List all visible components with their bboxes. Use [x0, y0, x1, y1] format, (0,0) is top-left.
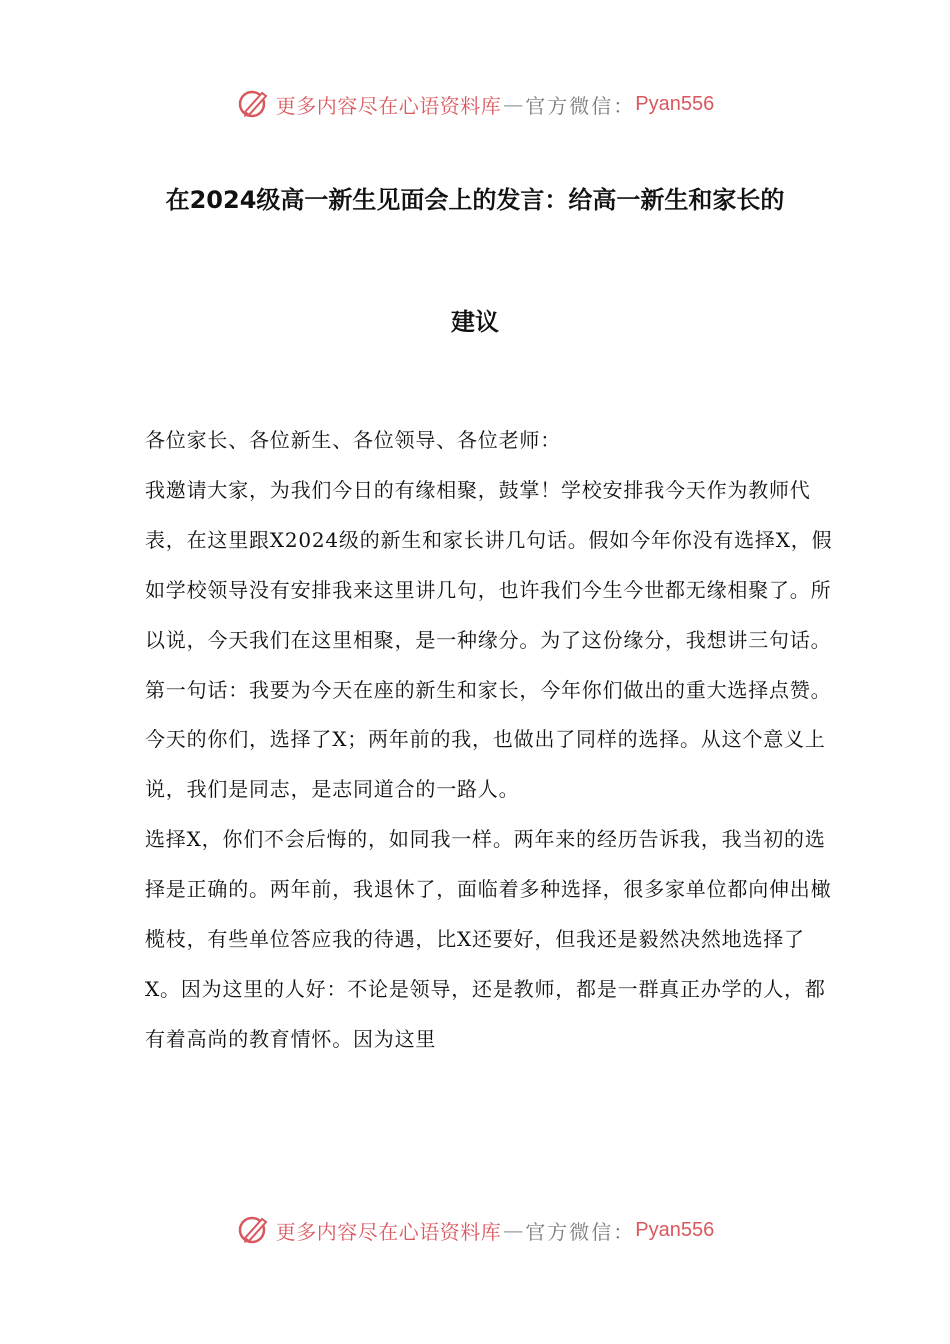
banner-wechat-label: 官方微信：: [525, 1219, 636, 1244]
document-body: [145, 416, 835, 1065]
pen-logo-icon: [236, 1212, 272, 1248]
banner-wechat-id: Pyan556: [635, 1218, 715, 1241]
banner-wechat-id: Pyan556: [635, 92, 715, 115]
banner-brand-text: 更多内容尽在心语资料库: [275, 1219, 502, 1244]
pen-logo-icon: [236, 86, 272, 122]
body-paragraph: 选择X，你们不会后悔的，如同我一样。两年来的经历告诉我，我当初的选择是正确的。两年前，我退休了，面临着多种选择，很多家单位都向伸出橄榄枝，有些单位答应我的待遇，比X还要好，但我还是毅然决然地选择了X。因为这里的人好：不论是领导，还是教师，都是一群真正办学的人，都有着高尚的教育情怀。因为这里: [145, 827, 832, 1051]
document-title-line-1: 在2024级高一新生见面会上的发言：给高一新生和家长的: [165, 186, 785, 214]
header-watermark-banner: [0, 82, 950, 126]
banner-dash: —: [503, 92, 524, 116]
document-title-line-2: 建议: [451, 308, 499, 336]
body-paragraph: 我邀请大家，为我们今日的有缘相聚，鼓掌！学校安排我今天作为教师代表，在这里跟X2024级的新生和家长讲几句话。假如今年你没有选择X，假如学校领导没有安排我来这里讲几句，也许我们今生今世都无缘相聚了。所以说，今天我们在这里相聚，是一种缘分。为了这份缘分，我想讲三句话。: [145, 477, 833, 652]
banner-wechat-label: 官方微信：: [525, 93, 636, 118]
body-paragraph: 各位家长、各位新生、各位领导、各位老师：: [145, 428, 561, 452]
banner-brand-text: 更多内容尽在心语资料库: [275, 93, 502, 118]
footer-watermark-banner: [0, 1208, 950, 1252]
banner-dash: —: [503, 1218, 524, 1242]
body-paragraph: 今天的你们，选择了X；两年前的我，也做出了同样的选择。从这个意义上说，我们是同志，是志同道合的一路人。: [145, 727, 826, 802]
body-paragraph: 第一句话：我要为今天在座的新生和家长，今年你们做出的重大选择点赞。: [145, 677, 832, 702]
